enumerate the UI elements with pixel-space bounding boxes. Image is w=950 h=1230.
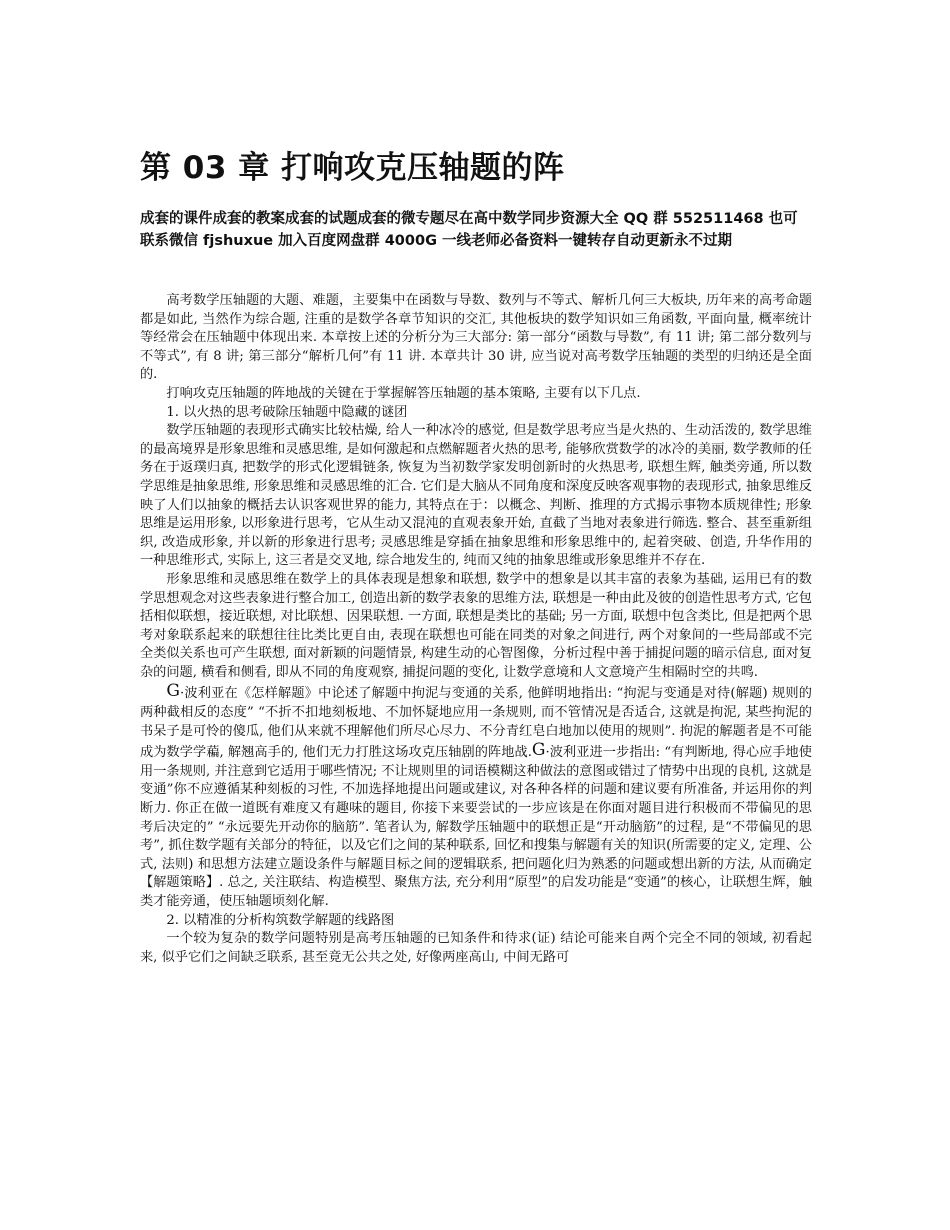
paragraph-intro: 高考数学压轴题的大题、难题，主要集中在函数与导数、数列与不等式、解析几何三大板块, 历年来的高考命题都是如此, 当然作为综合题, 注重的是数学各章节知识的交汇, 其他板块的数学知识如三角函数, 平面向量, 概率统计等经常会在压轴题中体现出来. 本章按上述的分析分为三大部分: 第一部分“函数与导数”, 有 11 讲; 第二部分数列与不等式”, 有 8 讲; 第三部分“解析几何”有 11 讲. 本章共计 30 讲, 应当说对高考数学压轴题的类型的归纳还是全面的. [140,293,812,383]
paragraph-analysis: 一个较为复杂的数学问题特别是高考压轴题的已知条件和待求(证) 结论可能来自两个完全不同的领域, 初看起来, 似乎它们之间缺乏联系, 甚至竟无公共之处, 好像两座高山, 中间无路可 [140,931,812,965]
resource-notice: 成套的课件成套的教案成套的试题成套的微专题尽在高中数学同步资源大全 QQ 群 552511468 也可联系微信 fjshuxue 加入百度网盘群 4000G 一线老师必备资料一键转存自动更新永不过期 [140,211,798,249]
polya-text-1: ·波利亚在《怎样解题》中论述了解题中拘泥与变通的关系, 他鲜明地指出: “拘泥与变通是对待(解题) 规则的两种截相反的态度” “不折不扣地刻板地、不加怀疑地应用一条规则, 而不管情况是否适合, 这就是拘泥, 某些拘泥的书呆子是可怜的傻瓜, 他们从来就不理解他们所尽心尽力、不分青红皂白地加以使用的规则”. 拘泥的解题者是不可能成为数学学藊, 解翘高手的, 他们无力打胜这场攻克压轴剧的阵地战. [140,686,812,761]
body-text [140,292,812,967]
paragraph-strategy: 打响攻克压轴题的阵地战的关键在于掌握解答压轴题的基本策略, 主要有以下几点. [166,385,641,401]
paragraph-thinking: 数学压轴题的表现形式确实比较枯燥, 给人一种冰冷的感觉, 但是数学思考应当是火热的、生动活泼的, 数学思维的最高境界是形象思维和灵感思维, 是如何激起和点燃解题者火热的思考, 能够欣赏数学的冰冷的美丽, 数学教师的任务在于返璞归真, 把数学的形式化逻辑链条, 恢复为当初数学家发明创新时的火热思考, 联想生辉, 触类旁通, 所以数学思维是抽象思维, 形象思维和灵感思维的汇合. 它们是大脑从不同角度和深度反映客观事物的表现形式, 抽象思维反映了人们以抽象的概括去认识客观世界的能力, 其特点在于：以概念、判断、推理的方式揭示事物本质规律性; 形象思维是运用形象, 以形象进行思考，它从生动又混沌的直观表象开始, 直截了当地对表象进行筛选. 整合、甚至重新组织, 改造成形象, 并以新的形象进行思考; 灵感思维是穿插在抽象思维和形象思维中的, 起着突破、创造, 升华作用的一种思维形式, 实际上, 这三者是交叉地, 综合地发生的, 纯而又纯的抽象思维或形象思维并不存在. [140,423,812,569]
section-heading-1: 1. 以火热的思考破除压轴题中隐藏的谜团 [166,404,408,420]
section-heading-2: 2. 以精准的分析构筑数学解题的线路图 [166,912,395,928]
chapter-title: 第 03 章 打响攻克压轴题的阵 [140,150,565,186]
polya-text-2: ·波利亚进一步指出: “有判断地, 得心应手地使用一条规则, 并注意到它适用于哪些情况; 不让规则里的词语模糊这种做法的意图或错过了情势中出现的良机, 这就是变通”你不应遵循某种刻板的习性, 不加选择地提出问题或建议, 对各种各样的问题和建议要有所准备, 并运用你的判断力. 你正在做一道既有难度又有趣味的题目, 你接下来要尝试的一步应该是在你面对题目进行积极而不带偏见的思考后决定的” “永远要先开动你的脑筋”. 笔者认为, 解数学压轴题中的联想正是“开动脑筋”的过程, 是“不带偏见的思考”, 抓住数学题有关部分的特征，以及它们之间的某种联系, 回忆和搜集与解题有关的知识(所需要的定义, 定理、公式, 法则) 和思想方法建立题设条件与解题目标之间的逻辑联系, 把问题化归为熟悉的问题或想出新的方法, 从而确定【解题策略】. 总之, 关注联结、构造模型、聚焦方法, 充分利用“原型”的启发功能是“变通”的核心，让联想生辉，触类才能旁通，使压轴题顷刻化解. [140,745,812,909]
polya-initial-2: G [531,740,546,761]
polya-initial: G [166,681,180,702]
paragraph-imagination: 形象思维和灵感思维在数学上的具体表现是想象和联想, 数学中的想象是以其丰富的表象为基础, 运用已有的数学思想观念对这些表象进行整合加工, 创造出新的数学表象的思维方法, 联想是一种由此及彼的创造性思考方式, 它包括相似联想，接近联想, 对比联想、因果联想. 一方面, 联想是类比的基础; 另一方面, 联想中包含类比, 但是把两个思考对象联系起来的联想往往比类比更自由, 表现在联想也可能在同类的对象之间进行, 两个对象间的一些局部或不完全类似关系也可产生联想, 面对新颖的问题情景, 构建生动的心智图像，分析过程中善于捕捉问题的暗示信息, 面对复杂的问题, 横看和侧看, 即从不同的角度观察, 捕捉问题的变化, 让数学意境和人文意境产生相隔时空的共鸣. [140,571,812,680]
paragraph-polya [140,682,812,911]
